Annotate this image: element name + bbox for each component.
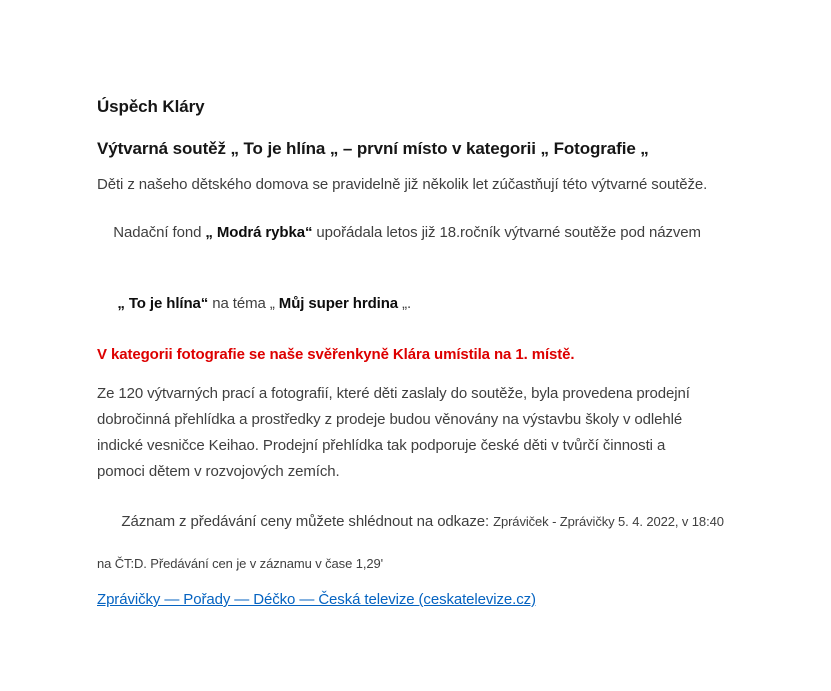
paragraph-charity-line: pomoci dětem v rozvojových zemích. [97, 463, 340, 480]
theme-close-quote: „. [398, 295, 412, 312]
paragraph-foundation-text-2: upořádala letos již 18.ročník výtvarné soutěže pod názvem [312, 224, 701, 241]
foundation-name: „ Modrá rybka“ [205, 224, 313, 241]
paragraph-foundation-text: Nadační fond [113, 224, 206, 241]
paragraph-intro: Děti z našeho dětského domova se pravidelně již několik let zúčastňují této výtvarné soutěže. [97, 176, 708, 193]
theme-open-quote: „ [269, 295, 279, 312]
paragraph-broadcast [97, 490, 807, 574]
paragraph-broadcast-line-1 [97, 490, 807, 553]
paragraph-charity [97, 381, 807, 485]
article-document [97, 97, 807, 609]
document-subtitle: Výtvarná soutěž „ To je hlína „ – první místo v kategorii „ Fotografie „ [97, 139, 649, 158]
contest-name: „ To je hlína“ [113, 295, 209, 312]
link-row [97, 591, 807, 609]
theme-name: Můj super hrdina [278, 295, 399, 312]
broadcast-lead-text: Záznam z předávání ceny můžete shlédnout na odkaze: [121, 513, 494, 530]
paragraph-charity-line: indické vesničce Keihao. Prodejní přehlídka tak podporuje české děti v tvůrčí činnosti a [97, 437, 666, 454]
broadcast-show-info: Zpráviček - Zprávičky 5. 4. 2022, v 18:40 [493, 514, 724, 529]
document-title: Úspěch Kláry [97, 97, 205, 116]
paragraph-charity-line: Ze 120 výtvarných prací a fotografií, které děti zaslaly do soutěže, byla provedena prodejní [97, 385, 690, 402]
paragraph-charity-line: dobročinná přehlídka a prostředky z prodeje budou věnovány na výstavbu školy v odlehlé [97, 411, 683, 428]
highlight-result-line: V kategorii fotografie se naše svěřenkyně Klára umístila na 1. místě. [97, 346, 575, 363]
paragraph-contest-text: na téma [208, 295, 270, 312]
paragraph-contest-theme [97, 277, 807, 331]
paragraph-foundation [97, 206, 807, 260]
paragraph-broadcast-line-2: na ČT:D. Předávání cen je v záznamu v čase 1,29' [97, 556, 383, 571]
ceskatelevize-link[interactable]: Zprávičky — Pořady — Déčko — Česká televize (ceskatelevize.cz) [97, 591, 536, 608]
